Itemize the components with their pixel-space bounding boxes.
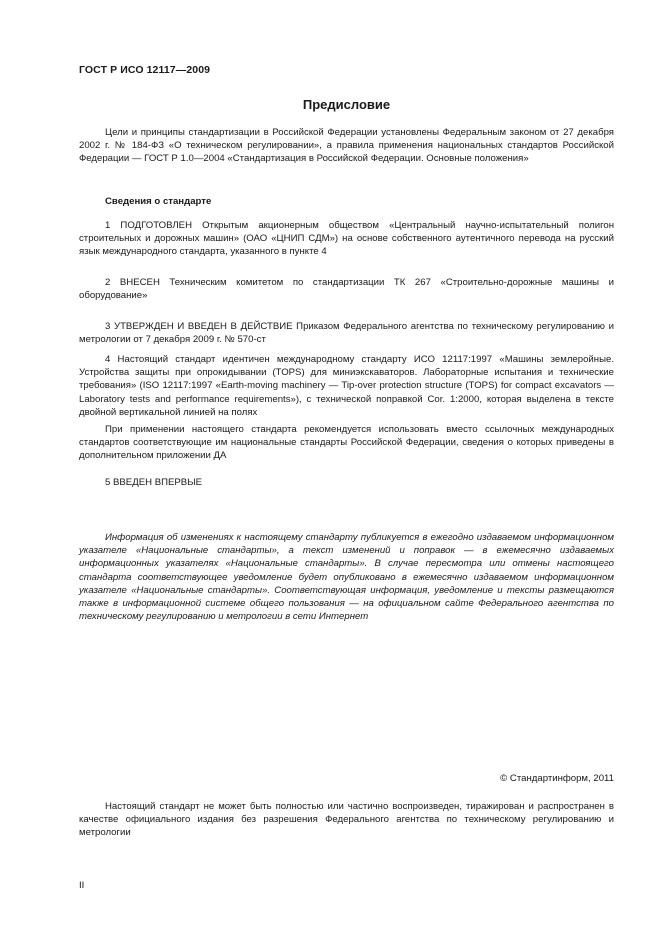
item-prepared: 1 ПОДГОТОВЛЕН Открытым акционерным обществом «Центральный научно-испытательный полигон строительных и дорожных машин» (ОАО «ЦНИП СДМ») на основе собственного аутентичного перевода на русский язык международного стандарта, указанного в пункте 4	[79, 220, 614, 258]
page-title: Предисловие	[302, 97, 391, 112]
copyright-line: © Стандартинформ, 2011	[500, 773, 614, 784]
standard-info-heading: Сведения о стандарте	[105, 196, 212, 207]
page-number: II	[79, 880, 85, 891]
item-application-note: При применении настоящего стандарта рекомендуется использовать вместо ссылочных международных стандартов соответствующие им национальные стандарты Российской Федерации, сведения о которых приведены в дополнительном приложении ДА	[79, 424, 614, 462]
intro-paragraph: Цели и принципы стандартизации в Российской Федерации установлены Федеральным законом от 27 декабря 2002 г. № 184-ФЗ «О техническом регулировании», а правила применения национальных стандартов Российской Федерации — ГОСТ Р 1.0—2004 «Стандартизация в Российской Федерации. Основные положения»	[79, 127, 614, 165]
reproduction-notice: Настоящий стандарт не может быть полностью или частично воспроизведен, тиражирован и распространен в качестве официального издания без разрешения Федерального агентства по техническому регулированию и метрологии	[79, 801, 614, 839]
item-first-introduced: 5 ВВЕДЕН ВПЕРВЫЕ	[105, 477, 203, 488]
changes-notice: Информация об изменениях к настоящему стандарту публикуется в ежегодно издаваемом информационном указателе «Национальные стандарты», а текст изменений и поправок — в ежемесячно издаваемых информационных указателях «Национальные стандарты». В случае пересмотра или отмены настоящего стандарта соответствующее уведомление будет опубликовано в ежемесячно издаваемом информационном указателе «Национальные стандарты». Соответствующая информация, уведомление и тексты размещаются также в информационной системе общего пользования — на официальном сайте Федерального агентства по техническому регулированию и метрологии в сети Интернет	[79, 532, 614, 623]
standard-code: ГОСТ Р ИСО 12117—2009	[79, 64, 211, 76]
item-introduced: 2 ВНЕСЕН Техническим комитетом по стандартизации ТК 267 «Строительно-дорожные машины и оборудование»	[79, 277, 614, 302]
item-approved: 3 УТВЕРЖДЕН И ВВЕДЕН В ДЕЙСТВИЕ Приказом Федерального агентства по техническому регулированию и метрологии от 7 декабря 2009 г. № 570-ст	[79, 321, 614, 346]
item-identical: 4 Настоящий стандарт идентичен международному стандарту ИСО 12117:1997 «Машины землеройные. Устройства защиты при опрокидывании (TOPS) для миниэкскаваторов. Лабораторные испытания и технические требования» (ISO 12117:1997 «Earth-moving machinery — Tip-over protection structure (TOPS) for compact excavators — Laboratory tests and performance requirements»), с технической поправкой Cor. 1:2000, которая выделена в тексте двойной вертикальной линией на полях	[79, 354, 614, 418]
